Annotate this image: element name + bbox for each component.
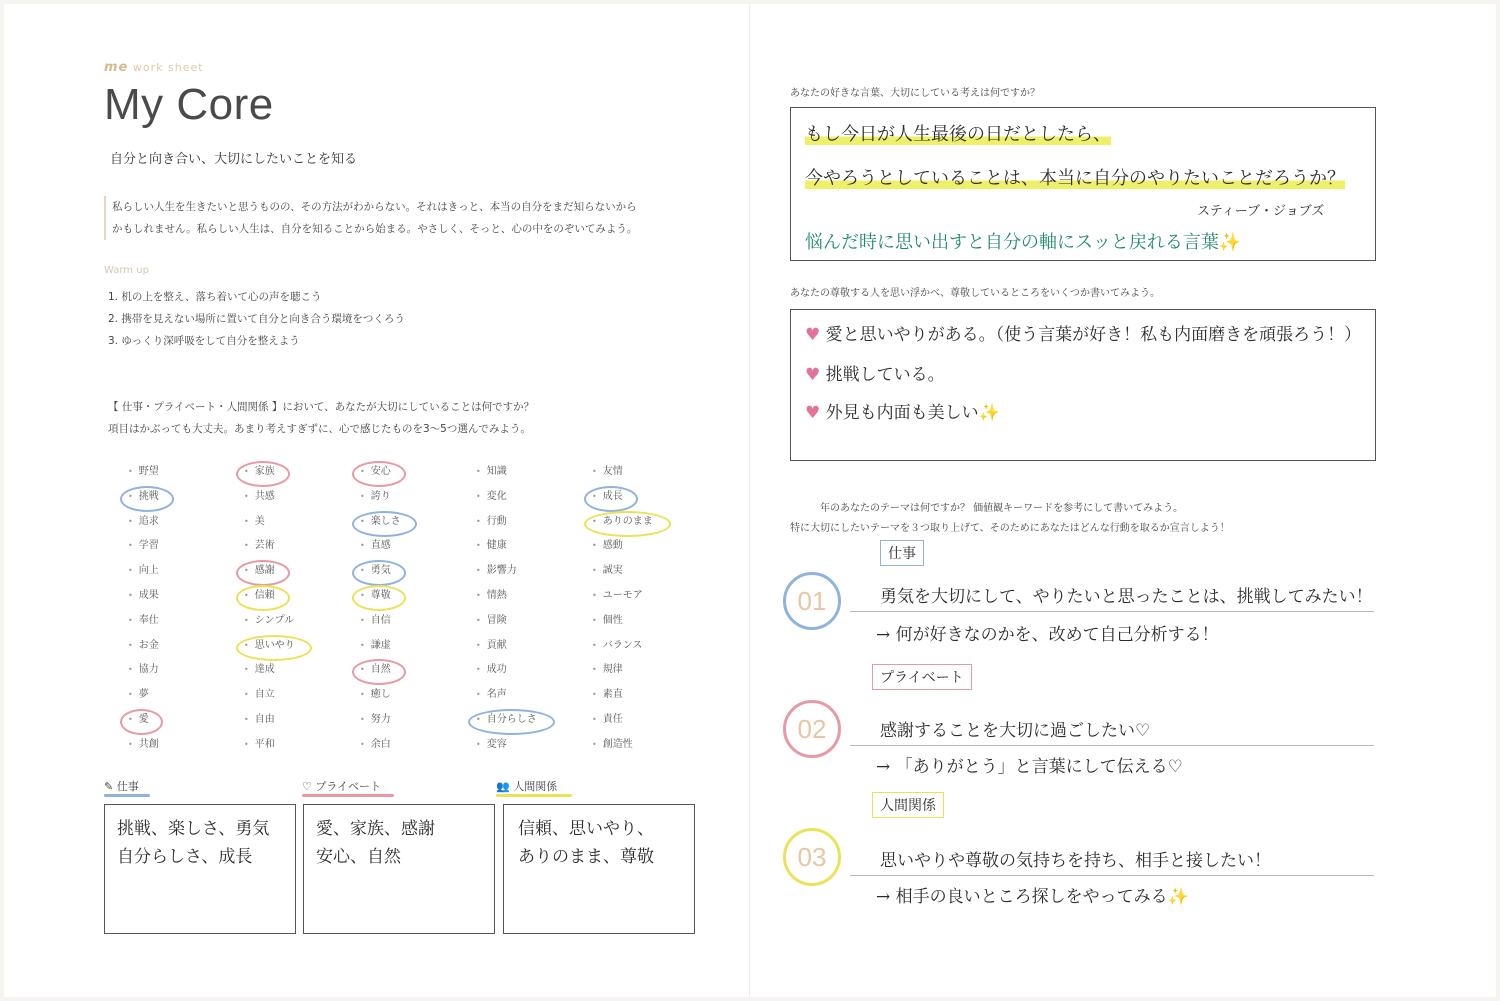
bullet-icon: • (476, 739, 481, 749)
bullet-icon: • (360, 690, 365, 700)
bullet-icon: • (592, 516, 597, 526)
keyword-label: 自立 (254, 689, 275, 701)
bullet-icon: • (244, 491, 249, 501)
keyword-item[interactable] (128, 460, 244, 485)
bullet-icon: • (128, 714, 133, 724)
theme-action: → 何が好きなのかを、改めて自己分析する！ (876, 625, 1219, 645)
step-item: 1. 机の上を整え、落ち着いて心の声を聴こう (108, 291, 322, 303)
bullet-icon: • (592, 665, 597, 675)
heart-icon: ♥ (805, 325, 821, 345)
bullet-icon: • (360, 615, 365, 625)
keyword-label: 行動 (486, 515, 507, 527)
keyword-item[interactable] (128, 584, 244, 609)
keyword-item[interactable] (244, 460, 360, 485)
keyword-item[interactable] (592, 510, 708, 535)
keyword-item[interactable] (244, 485, 360, 510)
keyword-label: 野望 (138, 466, 159, 477)
keyword-label: 情熱 (486, 589, 507, 601)
bullet-icon: • (592, 491, 597, 501)
keyword-item[interactable] (244, 708, 360, 733)
theme-line-1: 思いやりや尊敬の気持ちを持ち、相手と接したい！ (850, 846, 1374, 876)
keyword-item[interactable] (128, 658, 244, 683)
keyword-item[interactable] (244, 634, 360, 659)
keyword-item[interactable] (244, 658, 360, 683)
bullet-icon: • (592, 590, 597, 600)
keyword-item[interactable] (360, 510, 476, 535)
words-line-2: 今やろうとしていることは、本当に自分のやりたいことだろうか？ (805, 168, 1345, 189)
brand-sub: work sheet (132, 61, 204, 74)
keyword-circle-mark (352, 585, 406, 611)
bullet-icon: • (244, 566, 249, 576)
keyword-label: 影響力 (486, 565, 517, 577)
bullet-icon: • (360, 714, 365, 724)
bullet-icon: • (128, 640, 133, 650)
keyword-item[interactable] (592, 609, 708, 634)
keyword-label: 素直 (602, 689, 623, 701)
keyword-label: 誠実 (602, 565, 623, 577)
keyword-item[interactable] (592, 634, 708, 659)
bullet-icon: • (360, 541, 365, 551)
step-item: 3. ゆっくり深呼吸をして自分を整えよう (108, 335, 300, 347)
answer-line: ありのまま、尊敬 (518, 847, 654, 867)
keyword-label: 自由 (254, 713, 275, 725)
keyword-circle-mark (352, 560, 406, 586)
page-gutter (749, 4, 750, 997)
bullet-icon: • (244, 739, 249, 749)
keyword-item[interactable] (360, 609, 476, 634)
bullet-icon: • (128, 516, 133, 526)
brand-logo (104, 60, 204, 75)
theme-number-03: 03 (783, 828, 841, 886)
answer-line: 愛、家族、感謝 (316, 819, 435, 839)
respect-question: あなたの尊敬する人を思い浮かべ、尊敬しているところをいくつか書いてみよう。 (790, 288, 1160, 299)
keyword-label: 冒険 (486, 614, 507, 626)
keyword-item[interactable] (476, 584, 592, 609)
keyword-label: 成果 (138, 589, 159, 601)
keyword-item[interactable] (128, 559, 244, 584)
bullet-icon: • (476, 640, 481, 650)
keyword-item[interactable] (592, 708, 708, 733)
keyword-item[interactable] (476, 534, 592, 559)
keyword-label: 共感 (254, 490, 275, 502)
theme-question-2: 特に大切にしたいテーマを３つ取り上げて、そのためにあなたはどんな行動を取るか宣言しよう！ (790, 523, 1230, 534)
keyword-item[interactable] (244, 733, 360, 758)
keyword-circle-mark (584, 486, 638, 512)
keyword-label: 健康 (486, 540, 507, 552)
keyword-item[interactable] (128, 733, 244, 758)
keyword-item[interactable] (360, 485, 476, 510)
intro-bracket (104, 196, 110, 240)
keyword-item[interactable] (360, 534, 476, 559)
keyword-label: 誇り (370, 490, 391, 502)
keyword-label: 貢献 (486, 639, 507, 651)
keyword-item[interactable] (360, 708, 476, 733)
bullet-icon: • (128, 739, 133, 749)
keyword-circle-mark (236, 560, 290, 586)
keyword-item[interactable] (360, 559, 476, 584)
keyword-label: 追求 (138, 515, 159, 527)
keyword-label: ユーモア (602, 589, 643, 601)
bullet-icon: • (592, 541, 597, 551)
keyword-label: 謙虚 (370, 639, 391, 651)
keyword-label: 尊敬 (370, 589, 391, 601)
keyword-item[interactable] (128, 485, 244, 510)
keyword-label: 責任 (602, 713, 623, 725)
keyword-label: 個性 (602, 614, 623, 626)
question-line: 【 仕事・プライベート・人間関係 】において、あなたが大切にしていることは何ですか？ (108, 401, 535, 413)
keyword-label: 思いやり (254, 639, 295, 651)
keyword-label: 友情 (602, 466, 623, 477)
bullet-icon: • (476, 665, 481, 675)
keyword-label: 信頼 (254, 589, 275, 601)
bullet-icon: • (244, 665, 249, 675)
keyword-circle-mark (352, 511, 417, 537)
bullet-icon: • (128, 665, 133, 675)
keyword-item[interactable] (244, 609, 360, 634)
keyword-label: 創造性 (602, 738, 633, 750)
keyword-item[interactable] (360, 634, 476, 659)
keyword-item[interactable] (360, 658, 476, 683)
category-label: プライベート (315, 780, 382, 793)
bullet-icon: • (360, 566, 365, 576)
keyword-label: 安心 (370, 466, 391, 477)
category-underline (496, 794, 572, 797)
keyword-item[interactable] (592, 485, 708, 510)
bullet-icon: • (360, 590, 365, 600)
keyword-item[interactable] (244, 584, 360, 609)
bullet-icon: • (360, 516, 365, 526)
keyword-circle-mark (236, 461, 290, 487)
keyword-label: 感謝 (254, 565, 275, 577)
keyword-label: 勇気 (370, 565, 391, 577)
warmup-steps (108, 286, 405, 352)
bullet-icon: • (592, 640, 597, 650)
answer-box-private[interactable] (303, 804, 495, 934)
bullet-icon: • (360, 640, 365, 650)
keyword-item[interactable] (244, 683, 360, 708)
theme-tag-private: プライベート (872, 664, 972, 690)
keyword-label: 直感 (370, 540, 391, 552)
bullet-icon: • (476, 615, 481, 625)
respect-item: 愛と思いやりがある。（使う言葉が好き！私も内面磨きを頑張ろう！） (825, 325, 1362, 345)
keyword-item[interactable] (244, 559, 360, 584)
keyword-label: 成功 (486, 664, 507, 676)
bullet-icon: • (360, 665, 365, 675)
bullet-icon: • (592, 714, 597, 724)
bullet-icon: • (476, 566, 481, 576)
bullet-icon: • (592, 467, 597, 476)
bullet-icon: • (244, 541, 249, 551)
bullet-icon: • (128, 491, 133, 501)
keyword-circle-mark (236, 585, 290, 611)
category-label: 人間関係 (513, 780, 558, 793)
keyword-label: 規律 (602, 664, 623, 676)
bullet-icon: • (592, 690, 597, 700)
words-line-1: もし今日が人生最後の日だとしたら、 (805, 124, 1111, 145)
category-relations (496, 778, 686, 797)
answer-box-work[interactable] (104, 804, 296, 934)
values-question (108, 396, 534, 440)
intro-text (112, 196, 692, 240)
keyword-circle-mark (120, 709, 163, 735)
bullet-icon: • (128, 690, 133, 700)
keyword-item[interactable] (360, 460, 476, 485)
theme-action: → 相手の良いところ探しをやってみる✨ (876, 887, 1189, 907)
keyword-label: 変容 (486, 738, 507, 750)
keyword-label: 成長 (602, 490, 623, 502)
keyword-item[interactable] (128, 534, 244, 559)
keyword-item[interactable] (476, 658, 592, 683)
category-label: 仕事 (116, 780, 139, 793)
keyword-label: お金 (138, 639, 159, 651)
keyword-label: シンプル (254, 614, 295, 626)
bullet-icon: • (128, 541, 133, 551)
theme-line-1: 感謝することを大切に過ごしたい♡ (850, 716, 1374, 746)
respect-box[interactable] (790, 309, 1376, 461)
keyword-grid (128, 460, 708, 758)
bullet-icon: • (360, 467, 365, 476)
respect-item: 挑戦している。 (825, 365, 945, 385)
keyword-item[interactable] (476, 708, 592, 733)
keyword-item[interactable] (592, 658, 708, 683)
keyword-label: 家族 (254, 466, 275, 477)
heart-icon: ♥ (805, 365, 821, 385)
bullet-icon: • (128, 467, 133, 476)
keyword-label: 知識 (486, 466, 507, 477)
bullet-icon: • (592, 739, 597, 749)
keyword-label: 美 (254, 515, 265, 527)
keyword-label: 感動 (602, 540, 623, 552)
bullet-icon: • (128, 615, 133, 625)
keyword-label: 共創 (138, 738, 159, 750)
keyword-item[interactable] (476, 733, 592, 758)
bullet-icon: • (244, 615, 249, 625)
keyword-item[interactable] (244, 510, 360, 535)
bullet-icon: • (476, 590, 481, 600)
words-box[interactable] (790, 107, 1376, 261)
warmup-label: Warm up (104, 265, 149, 276)
keyword-circle-mark (584, 511, 671, 537)
answer-box-relations[interactable] (503, 804, 695, 934)
answer-line: 安心、自然 (316, 847, 401, 867)
bullet-icon: • (476, 516, 481, 526)
bullet-icon: • (244, 714, 249, 724)
keyword-label: 名声 (486, 689, 507, 701)
keyword-item[interactable] (592, 683, 708, 708)
keyword-item[interactable] (592, 534, 708, 559)
keyword-label: 自然 (370, 664, 391, 676)
theme-question-1: 年のあなたのテーマは何ですか？ 価値観キーワードを参考にして書いてみよう。 (820, 503, 1184, 514)
keyword-circle-mark (468, 709, 555, 735)
category-private (302, 778, 492, 797)
theme-tag-work: 仕事 (880, 540, 924, 566)
keyword-label: 夢 (138, 689, 149, 701)
bullet-icon: • (128, 590, 133, 600)
keyword-item[interactable] (592, 460, 708, 485)
keyword-label: 変化 (486, 490, 507, 502)
bullet-icon: • (244, 590, 249, 600)
keyword-item[interactable] (128, 609, 244, 634)
theme-number-02: 02 (783, 700, 841, 758)
category-underline (302, 794, 394, 797)
keyword-item[interactable] (476, 683, 592, 708)
keyword-label: 自信 (370, 614, 391, 626)
keyword-item[interactable] (128, 634, 244, 659)
words-question: あなたの好きな言葉、大切にしている考えは何ですか？ (790, 88, 1040, 99)
brand-mark: me (104, 60, 129, 75)
keyword-label: 向上 (138, 565, 159, 577)
page-subtitle: 自分と向き合い、大切にしたいことを知る (110, 152, 358, 167)
theme-number-01: 01 (783, 572, 841, 630)
bullet-icon: • (476, 690, 481, 700)
answer-line: 自分らしさ、成長 (117, 847, 253, 867)
words-author: スティーブ・ジョブズ (1197, 204, 1325, 219)
bullet-icon: • (360, 739, 365, 749)
keyword-label: 自分らしさ (486, 713, 537, 725)
keyword-item[interactable] (128, 510, 244, 535)
keyword-circle-mark (120, 486, 174, 512)
keyword-label: 奉仕 (138, 614, 159, 626)
keyword-circle-mark (236, 635, 312, 661)
answer-line: 信頼、思いやり、 (518, 819, 654, 839)
answer-line: 挑戦、楽しさ、勇気 (117, 819, 270, 839)
keyword-item[interactable] (476, 559, 592, 584)
bullet-icon: • (476, 541, 481, 551)
respect-item: 外見も内面も美しい✨ (825, 403, 1000, 423)
bullet-icon: • (592, 566, 597, 576)
category-work (104, 778, 294, 797)
people-icon: 👥 (496, 780, 510, 793)
keyword-label: 学習 (138, 540, 159, 552)
keyword-label: 余白 (370, 738, 391, 750)
bullet-icon: • (244, 690, 249, 700)
page-title: My Core (104, 80, 274, 129)
intro-line: かもしれません。私らしい人生は、自分を知ることから始まる。やさしく、そっと、心の中をのぞいてみよう。 (112, 223, 638, 235)
keyword-item[interactable] (476, 634, 592, 659)
keyword-label: 癒し (370, 689, 391, 701)
bullet-icon: • (476, 714, 481, 724)
words-line-3: 悩んだ時に思い出すと自分の軸にスッと戻れる言葉✨ (805, 232, 1242, 253)
bullet-icon: • (244, 516, 249, 526)
keyword-label: 平和 (254, 738, 275, 750)
bullet-icon: • (244, 467, 249, 476)
keyword-label: 挑戦 (138, 490, 159, 502)
heart-icon: ♥ (805, 403, 821, 423)
keyword-item[interactable] (476, 460, 592, 485)
keyword-item[interactable] (592, 559, 708, 584)
step-item: 2. 携帯を見えない場所に置いて自分と向き合う環境をつくろう (108, 313, 405, 325)
keyword-item[interactable] (360, 683, 476, 708)
keyword-item[interactable] (244, 534, 360, 559)
pencil-icon: ✎ (104, 780, 114, 793)
keyword-label: 芸術 (254, 540, 275, 552)
keyword-circle-mark (352, 461, 406, 487)
heart-icon: ♡ (302, 780, 312, 793)
keyword-item[interactable] (128, 708, 244, 733)
keyword-label: 達成 (254, 664, 275, 676)
keyword-label: 楽しさ (370, 515, 401, 527)
keyword-item[interactable] (592, 733, 708, 758)
keyword-label: 愛 (138, 713, 149, 725)
keyword-label: ありのまま (602, 515, 653, 527)
keyword-label: 協力 (138, 664, 159, 676)
bullet-icon: • (592, 615, 597, 625)
keyword-item[interactable] (592, 584, 708, 609)
keyword-circle-mark (352, 659, 406, 685)
keyword-item[interactable] (476, 485, 592, 510)
keyword-label: バランス (602, 639, 643, 651)
keyword-item[interactable] (360, 733, 476, 758)
keyword-item[interactable] (128, 683, 244, 708)
keyword-item[interactable] (476, 609, 592, 634)
keyword-item[interactable] (476, 510, 592, 535)
intro-line: 私らしい人生を生きたいと思うものの、その方法がわからない。それはきっと、本当の自分をまだ知らないから (112, 201, 637, 213)
theme-line-1: 勇気を大切にして、やりたいと思ったことは、挑戦してみたい！ (850, 582, 1374, 612)
keyword-label: 努力 (370, 713, 391, 725)
bullet-icon: • (128, 566, 133, 576)
bullet-icon: • (360, 491, 365, 501)
category-underline (104, 794, 150, 797)
keyword-item[interactable] (360, 584, 476, 609)
bullet-icon: • (476, 467, 481, 476)
question-line: 項目はかぶっても大丈夫。あまり考えすぎずに、心で感じたものを3〜5つ選んでみよう。 (108, 423, 531, 435)
bullet-icon: • (244, 640, 249, 650)
bullet-icon: • (476, 491, 481, 501)
theme-action: → 「ありがとう」と言葉にして伝える♡ (876, 757, 1183, 777)
theme-tag-relations: 人間関係 (872, 792, 944, 818)
